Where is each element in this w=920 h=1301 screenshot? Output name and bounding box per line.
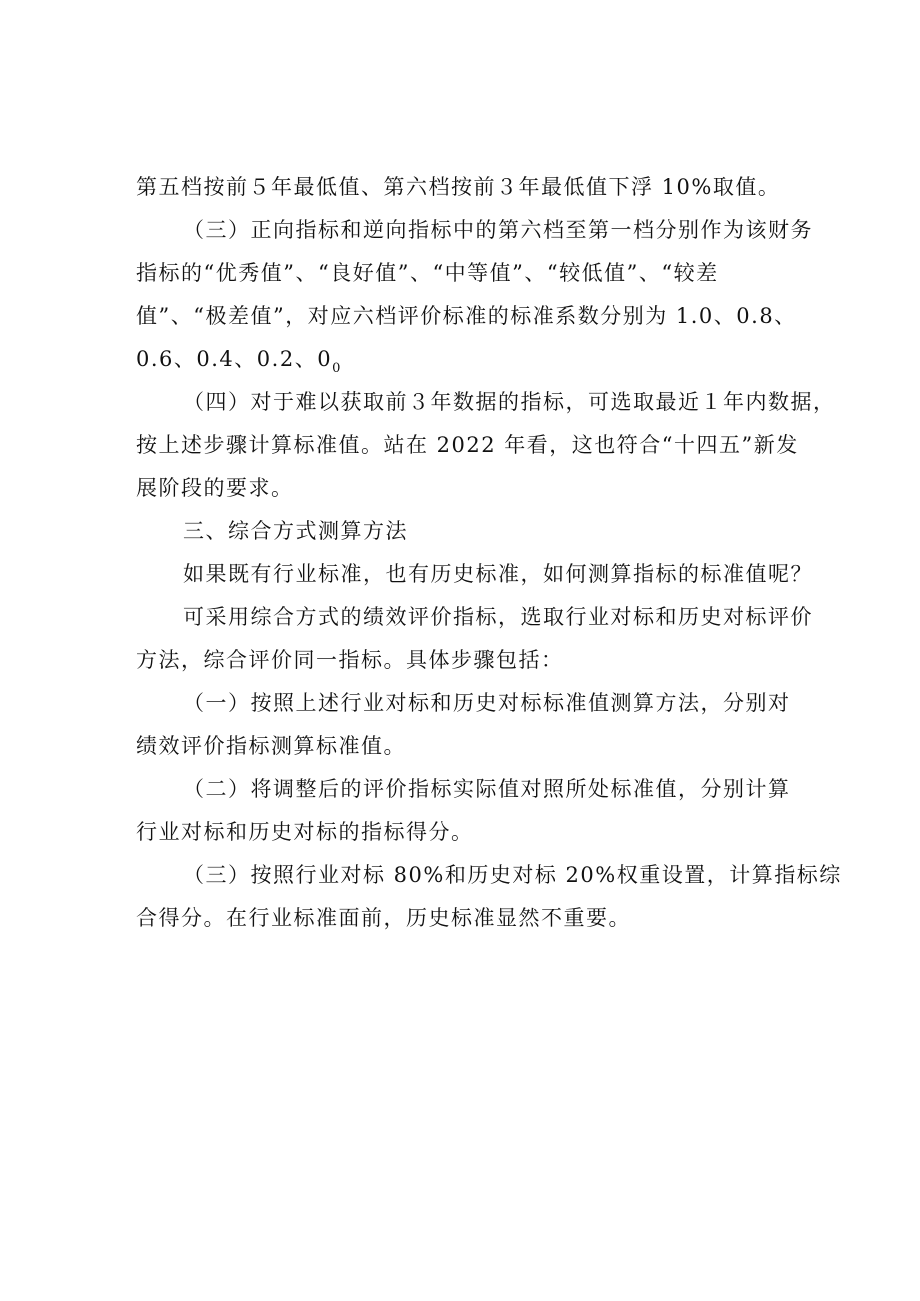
text-line: （三）正向指标和逆向指标中的第六档至第一档分别作为该财务	[183, 218, 813, 242]
text-line: 值”、“极差值”，对应六档评价标准的标准系数分别为 1.0、0.8、	[136, 304, 797, 328]
subscript: 0	[332, 361, 342, 376]
text-line: 可采用综合方式的绩效评价指标，选取行业对标和历史对标评价	[183, 605, 813, 629]
text-line: 合得分。在行业标准面前，历史标准显然不重要。	[136, 906, 631, 930]
text-line-main: 0.6、0.4、0.2、0	[136, 347, 333, 371]
text-line: （四）对于难以获取前３年数据的指标，可选取最近１年内数据，	[183, 390, 836, 414]
text-line: （三）按照行业对标 80%和历史对标 20%权重设置，计算指标综	[183, 863, 842, 887]
text-line: 如果既有行业标准，也有历史标准，如何测算指标的标准值呢？	[183, 562, 813, 586]
text-line: 绩效评价指标测算标准值。	[136, 734, 406, 758]
text-line: 展阶段的要求。	[136, 476, 294, 500]
text-line: 方法，综合评价同一指标。具体步骤包括：	[136, 648, 564, 672]
text-line: 行业对标和历史对标的指标得分。	[136, 820, 474, 844]
text-line: （二）将调整后的评价指标实际值对照所处标准值，分别计算	[183, 777, 791, 801]
text-line	[136, 344, 342, 384]
text-line: 第五档按前５年最低值、第六档按前３年最低值下浮 10%取值。	[136, 175, 781, 199]
text-line: 指标的“优秀值”、“良好值”、“中等值”、“较低值”、“较差	[136, 261, 719, 285]
section-heading: 三、综合方式测算方法	[183, 519, 408, 543]
text-line: （一）按照上述行业对标和历史对标标准值测算方法，分别对	[183, 691, 791, 715]
text-line: 按上述步骤计算标准值。站在 2022 年看，这也符合“十四五”新发	[136, 433, 799, 457]
